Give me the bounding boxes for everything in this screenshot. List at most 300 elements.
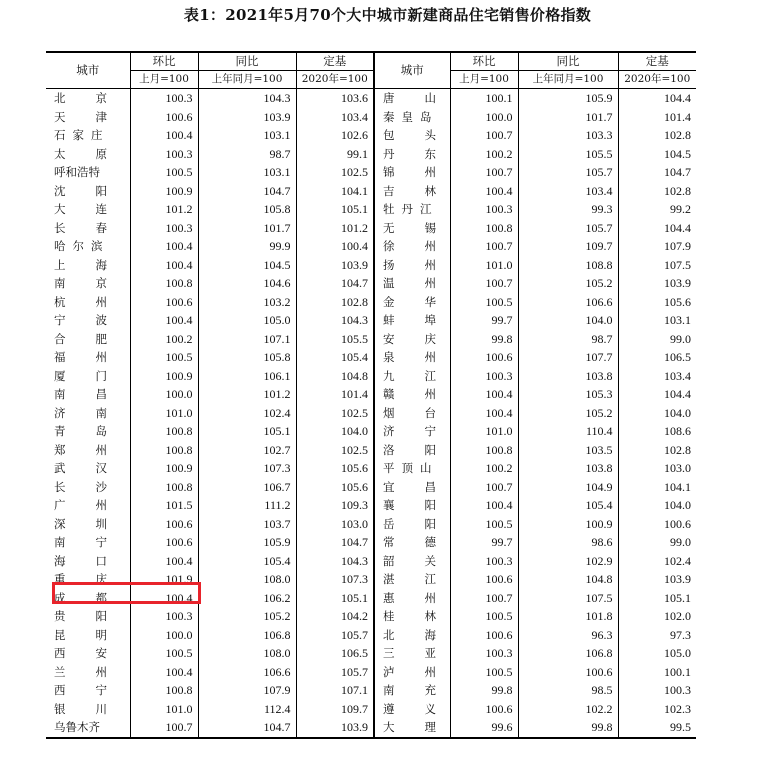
yoy-cell: 105.4 (198, 552, 296, 571)
subheader-yoy-right: 上年同月=100 (518, 71, 618, 89)
city-cell: 长春 (54, 220, 137, 235)
yoy-cell: 107.7 (518, 348, 618, 367)
mom-cell: 101.0 (130, 700, 198, 719)
mom-cell: 100.8 (130, 441, 198, 460)
city-cell: 上海 (54, 257, 137, 272)
table-row (46, 219, 696, 238)
yoy-cell: 102.2 (518, 700, 618, 719)
city-cell: 杭州 (54, 294, 137, 309)
table-row (46, 570, 696, 589)
yoy-cell: 104.9 (518, 478, 618, 497)
mom-cell: 100.5 (450, 515, 518, 534)
mom-cell: 100.3 (450, 644, 518, 663)
base-cell: 104.7 (618, 163, 696, 182)
yoy-cell: 103.7 (198, 515, 296, 534)
city-cell: 北京 (54, 91, 137, 105)
city-cell: 兰州 (54, 664, 137, 679)
yoy-cell: 105.2 (518, 274, 618, 293)
mom-cell: 100.9 (130, 459, 198, 478)
table-row (46, 700, 696, 719)
yoy-cell: 106.2 (198, 589, 296, 608)
city-cell: 重庆 (54, 572, 137, 586)
city-cell: 扬州 (383, 257, 466, 272)
mom-cell: 100.4 (130, 663, 198, 682)
city-cell: 桂林 (383, 609, 466, 623)
table-row (46, 589, 696, 608)
table-row (46, 182, 696, 201)
mom-cell: 100.8 (130, 422, 198, 441)
city-cell: 平顶山 (383, 461, 439, 475)
mom-cell: 100.3 (130, 607, 198, 626)
yoy-cell: 101.8 (518, 607, 618, 626)
base-cell: 107.5 (618, 256, 696, 275)
table-row (46, 552, 696, 571)
header-city-right: 城市 (374, 52, 450, 89)
base-cell: 108.6 (618, 422, 696, 441)
base-cell: 105.6 (296, 459, 374, 478)
base-cell: 105.1 (618, 589, 696, 608)
yoy-cell: 101.2 (198, 385, 296, 404)
yoy-cell: 108.0 (198, 570, 296, 589)
base-cell: 104.1 (618, 478, 696, 497)
yoy-cell: 104.8 (518, 570, 618, 589)
base-cell: 106.5 (296, 644, 374, 663)
mom-cell: 100.2 (450, 459, 518, 478)
base-cell: 104.0 (296, 422, 374, 441)
city-cell: 青岛 (54, 424, 137, 438)
mom-cell: 100.5 (130, 348, 198, 367)
yoy-cell: 107.5 (518, 589, 618, 608)
city-cell: 九江 (383, 368, 466, 383)
header-yoy-left: 同比 (198, 52, 296, 71)
yoy-cell: 106.6 (518, 293, 618, 312)
city-cell: 泸州 (383, 664, 466, 679)
city-cell: 无锡 (383, 220, 466, 235)
table-row (46, 533, 696, 552)
city-cell: 洛阳 (383, 442, 466, 457)
mom-cell: 100.7 (450, 478, 518, 497)
yoy-cell: 106.7 (198, 478, 296, 497)
city-cell: 济宁 (383, 424, 466, 438)
header-city-left: 城市 (46, 52, 130, 89)
base-cell: 107.9 (618, 237, 696, 256)
city-cell: 成都 (54, 590, 137, 605)
base-cell: 99.0 (618, 330, 696, 349)
mom-cell: 100.3 (130, 219, 198, 238)
yoy-cell: 105.0 (198, 311, 296, 330)
mom-cell: 101.0 (450, 256, 518, 275)
yoy-cell: 99.3 (518, 200, 618, 219)
city-cell: 襄阳 (383, 498, 466, 512)
table-row (46, 607, 696, 626)
city-cell: 大连 (54, 202, 137, 216)
yoy-cell: 104.7 (198, 718, 296, 738)
base-cell: 102.5 (296, 404, 374, 423)
yoy-cell: 105.8 (198, 348, 296, 367)
mom-cell: 100.6 (450, 348, 518, 367)
table-row (46, 256, 696, 275)
yoy-cell: 107.3 (198, 459, 296, 478)
base-cell: 103.9 (618, 274, 696, 293)
mom-cell: 99.7 (450, 533, 518, 552)
city-cell: 南充 (383, 683, 466, 697)
mom-cell: 100.4 (130, 552, 198, 571)
mom-cell: 100.5 (450, 293, 518, 312)
city-cell: 昆明 (54, 627, 137, 642)
price-index-table (46, 51, 696, 739)
mom-cell: 100.4 (130, 256, 198, 275)
mom-cell: 100.4 (450, 385, 518, 404)
yoy-cell: 101.7 (198, 219, 296, 238)
base-cell: 102.3 (618, 700, 696, 719)
base-cell: 103.4 (618, 367, 696, 386)
city-cell: 三亚 (383, 646, 466, 660)
base-cell: 104.5 (618, 145, 696, 164)
mom-cell: 100.6 (130, 108, 198, 127)
table-row (46, 718, 696, 738)
table-row (46, 681, 696, 700)
base-cell: 101.4 (296, 385, 374, 404)
city-cell: 哈尔滨 (54, 239, 110, 253)
mom-cell: 100.4 (130, 237, 198, 256)
city-cell: 银川 (54, 701, 137, 716)
base-cell: 104.4 (618, 385, 696, 404)
base-cell: 103.9 (296, 718, 374, 738)
yoy-cell: 108.8 (518, 256, 618, 275)
base-cell: 107.3 (296, 570, 374, 589)
mom-cell: 100.0 (130, 385, 198, 404)
yoy-cell: 107.1 (198, 330, 296, 349)
mom-cell: 99.7 (450, 311, 518, 330)
yoy-cell: 98.6 (518, 533, 618, 552)
city-cell: 南宁 (54, 535, 137, 549)
base-cell: 102.0 (618, 607, 696, 626)
yoy-cell: 109.7 (518, 237, 618, 256)
table-row (46, 478, 696, 497)
page-title: 表1：2021年5月70个大中城市新建商品住宅销售价格指数 (183, 6, 592, 24)
base-cell: 102.8 (618, 126, 696, 145)
table-row (46, 515, 696, 534)
base-cell: 103.9 (296, 256, 374, 275)
city-cell: 乌鲁木齐 (46, 718, 130, 738)
city-cell: 赣州 (383, 387, 466, 401)
mom-cell: 100.7 (450, 126, 518, 145)
table-row (46, 496, 696, 515)
city-cell: 唐山 (383, 91, 466, 105)
yoy-cell: 106.8 (198, 626, 296, 645)
yoy-cell: 110.4 (518, 422, 618, 441)
yoy-cell: 105.4 (518, 496, 618, 515)
mom-cell: 100.5 (450, 607, 518, 626)
header-base-left: 定基 (296, 52, 374, 71)
city-cell: 蚌埠 (383, 313, 466, 327)
city-cell: 徐州 (383, 239, 466, 253)
base-cell: 100.6 (618, 515, 696, 534)
yoy-cell: 103.8 (518, 459, 618, 478)
city-cell: 天津 (54, 109, 137, 124)
base-cell: 104.7 (296, 274, 374, 293)
city-cell: 沈阳 (54, 183, 137, 198)
yoy-cell: 101.7 (518, 108, 618, 127)
city-cell: 安庆 (383, 331, 466, 346)
city-cell: 烟台 (383, 405, 466, 420)
city-cell: 南昌 (54, 387, 137, 401)
table-row (46, 145, 696, 164)
mom-cell: 100.8 (130, 274, 198, 293)
yoy-cell: 103.1 (198, 163, 296, 182)
city-cell: 西宁 (54, 683, 137, 697)
base-cell: 105.6 (296, 478, 374, 497)
yoy-cell: 108.0 (198, 644, 296, 663)
city-cell: 厦门 (54, 368, 137, 383)
base-cell: 105.6 (618, 293, 696, 312)
city-cell: 武汉 (54, 461, 137, 475)
base-cell: 104.4 (618, 219, 696, 238)
table-row (46, 311, 696, 330)
mom-cell: 100.4 (130, 589, 198, 608)
mom-cell: 100.3 (450, 200, 518, 219)
city-cell: 长沙 (54, 479, 137, 494)
mom-cell: 100.1 (450, 89, 518, 108)
table-row (46, 108, 696, 127)
mom-cell: 100.4 (130, 311, 198, 330)
base-cell: 104.0 (618, 404, 696, 423)
mom-cell: 100.5 (130, 163, 198, 182)
mom-cell: 99.8 (450, 681, 518, 700)
table-row (46, 237, 696, 256)
base-cell: 99.5 (618, 718, 696, 738)
yoy-cell: 100.6 (518, 663, 618, 682)
yoy-cell: 107.9 (198, 681, 296, 700)
base-cell: 105.0 (618, 644, 696, 663)
city-cell: 宜昌 (383, 479, 466, 494)
yoy-cell: 103.4 (518, 182, 618, 201)
table-row (46, 367, 696, 386)
mom-cell: 100.5 (130, 644, 198, 663)
yoy-cell: 99.9 (198, 237, 296, 256)
mom-cell: 99.8 (450, 330, 518, 349)
mom-cell: 101.0 (450, 422, 518, 441)
base-cell: 102.8 (618, 182, 696, 201)
mom-cell: 101.0 (130, 404, 198, 423)
base-cell: 102.4 (618, 552, 696, 571)
mom-cell: 101.5 (130, 496, 198, 515)
city-cell: 吉林 (383, 183, 466, 198)
base-cell: 102.8 (296, 293, 374, 312)
yoy-cell: 99.8 (518, 718, 618, 738)
city-cell: 金华 (383, 294, 466, 309)
mom-cell: 100.0 (130, 626, 198, 645)
subheader-base-left: 2020年=100 (296, 71, 374, 89)
yoy-cell: 98.7 (198, 145, 296, 164)
city-cell: 湛江 (383, 572, 466, 586)
mom-cell: 100.8 (130, 478, 198, 497)
base-cell: 103.4 (296, 108, 374, 127)
table-row (46, 459, 696, 478)
yoy-cell: 103.8 (518, 367, 618, 386)
mom-cell: 100.0 (450, 108, 518, 127)
city-cell: 惠州 (383, 590, 466, 605)
mom-cell: 100.3 (130, 89, 198, 108)
city-cell: 锦州 (383, 165, 466, 179)
table-row (46, 663, 696, 682)
yoy-cell: 105.7 (518, 163, 618, 182)
yoy-cell: 102.9 (518, 552, 618, 571)
base-cell: 104.8 (296, 367, 374, 386)
base-cell: 105.7 (296, 663, 374, 682)
table-row (46, 404, 696, 423)
mom-cell: 100.3 (130, 145, 198, 164)
table-row (46, 163, 696, 182)
yoy-cell: 98.7 (518, 330, 618, 349)
mom-cell: 100.4 (130, 126, 198, 145)
mom-cell: 99.6 (450, 718, 518, 738)
subheader-yoy-left: 上年同月=100 (198, 71, 296, 89)
city-cell: 常德 (383, 535, 466, 549)
yoy-cell: 103.9 (198, 108, 296, 127)
header-row (46, 52, 696, 71)
base-cell: 104.4 (618, 89, 696, 108)
yoy-cell: 102.7 (198, 441, 296, 460)
base-cell: 99.1 (296, 145, 374, 164)
yoy-cell: 103.3 (518, 126, 618, 145)
yoy-cell: 112.4 (198, 700, 296, 719)
mom-cell: 100.6 (450, 570, 518, 589)
table-body (46, 89, 696, 738)
yoy-cell: 104.3 (198, 89, 296, 108)
city-cell: 海口 (54, 553, 137, 568)
city-cell: 遵义 (383, 701, 466, 716)
table-row (46, 274, 696, 293)
yoy-cell: 103.1 (198, 126, 296, 145)
base-cell: 104.7 (296, 533, 374, 552)
header-mom-left: 环比 (130, 52, 198, 71)
yoy-cell: 106.1 (198, 367, 296, 386)
yoy-cell: 105.7 (518, 219, 618, 238)
mom-cell: 101.2 (130, 200, 198, 219)
base-cell: 105.4 (296, 348, 374, 367)
base-cell: 99.0 (618, 533, 696, 552)
yoy-cell: 105.2 (198, 607, 296, 626)
yoy-cell: 105.1 (198, 422, 296, 441)
mom-cell: 100.2 (130, 330, 198, 349)
city-cell: 深圳 (54, 516, 137, 531)
city-cell: 石家庄 (54, 128, 110, 142)
city-cell: 秦皇岛 (383, 109, 439, 124)
base-cell: 97.3 (618, 626, 696, 645)
city-cell: 岳阳 (383, 516, 466, 531)
yoy-cell: 102.4 (198, 404, 296, 423)
mom-cell: 100.2 (450, 145, 518, 164)
mom-cell: 100.6 (130, 533, 198, 552)
table-row (46, 644, 696, 663)
base-cell: 104.1 (296, 182, 374, 201)
city-cell: 太原 (54, 146, 137, 161)
mom-cell: 100.6 (450, 626, 518, 645)
base-cell: 103.6 (296, 89, 374, 108)
mom-cell: 100.4 (450, 404, 518, 423)
base-cell: 100.1 (618, 663, 696, 682)
base-cell: 102.8 (618, 441, 696, 460)
base-cell: 99.2 (618, 200, 696, 219)
base-cell: 104.0 (618, 496, 696, 515)
base-cell: 102.5 (296, 441, 374, 460)
table-row (46, 89, 696, 108)
yoy-cell: 105.9 (198, 533, 296, 552)
city-cell: 南京 (54, 276, 137, 290)
table-row (46, 626, 696, 645)
mom-cell: 100.6 (130, 515, 198, 534)
yoy-cell: 98.5 (518, 681, 618, 700)
table-row (46, 126, 696, 145)
yoy-cell: 96.3 (518, 626, 618, 645)
header-mom-right: 环比 (450, 52, 518, 71)
table-row (46, 200, 696, 219)
mom-cell: 100.3 (450, 367, 518, 386)
base-cell: 109.3 (296, 496, 374, 515)
mom-cell: 100.8 (450, 219, 518, 238)
base-cell: 101.4 (618, 108, 696, 127)
city-cell: 牡丹江 (383, 202, 439, 216)
city-cell: 西安 (54, 646, 137, 660)
table-row (46, 422, 696, 441)
table-row (46, 441, 696, 460)
base-cell: 107.1 (296, 681, 374, 700)
city-cell: 郑州 (54, 442, 137, 457)
base-cell: 103.1 (618, 311, 696, 330)
yoy-cell: 104.7 (198, 182, 296, 201)
header-yoy-right: 同比 (518, 52, 618, 71)
base-cell: 100.3 (618, 681, 696, 700)
base-cell: 105.7 (296, 626, 374, 645)
table-row (46, 385, 696, 404)
yoy-cell: 105.9 (518, 89, 618, 108)
base-cell: 106.5 (618, 348, 696, 367)
city-cell: 宁波 (54, 313, 137, 327)
city-cell: 济南 (54, 405, 137, 420)
mom-cell: 100.4 (450, 496, 518, 515)
yoy-cell: 111.2 (198, 496, 296, 515)
base-cell: 101.2 (296, 219, 374, 238)
mom-cell: 100.9 (130, 182, 198, 201)
yoy-cell: 105.8 (198, 200, 296, 219)
city-cell: 呼和浩特 (54, 165, 100, 179)
yoy-cell: 103.5 (518, 441, 618, 460)
base-cell: 105.1 (296, 589, 374, 608)
city-cell: 大理 (374, 718, 450, 738)
base-cell: 103.0 (618, 459, 696, 478)
city-cell: 丹东 (383, 146, 466, 161)
yoy-cell: 105.5 (518, 145, 618, 164)
base-cell: 104.3 (296, 552, 374, 571)
mom-cell: 100.7 (130, 718, 198, 738)
yoy-cell: 105.2 (518, 404, 618, 423)
city-cell: 泉州 (383, 350, 466, 364)
header-base-right: 定基 (618, 52, 696, 71)
base-cell: 102.6 (296, 126, 374, 145)
mom-cell: 100.7 (450, 589, 518, 608)
mom-cell: 100.7 (450, 274, 518, 293)
mom-cell: 100.4 (450, 182, 518, 201)
mom-cell: 100.8 (130, 681, 198, 700)
mom-cell: 100.6 (450, 700, 518, 719)
base-cell: 102.5 (296, 163, 374, 182)
mom-cell: 101.9 (130, 570, 198, 589)
table-row (46, 330, 696, 349)
city-cell: 韶关 (383, 553, 466, 568)
city-cell: 广州 (54, 498, 137, 512)
yoy-cell: 104.6 (198, 274, 296, 293)
